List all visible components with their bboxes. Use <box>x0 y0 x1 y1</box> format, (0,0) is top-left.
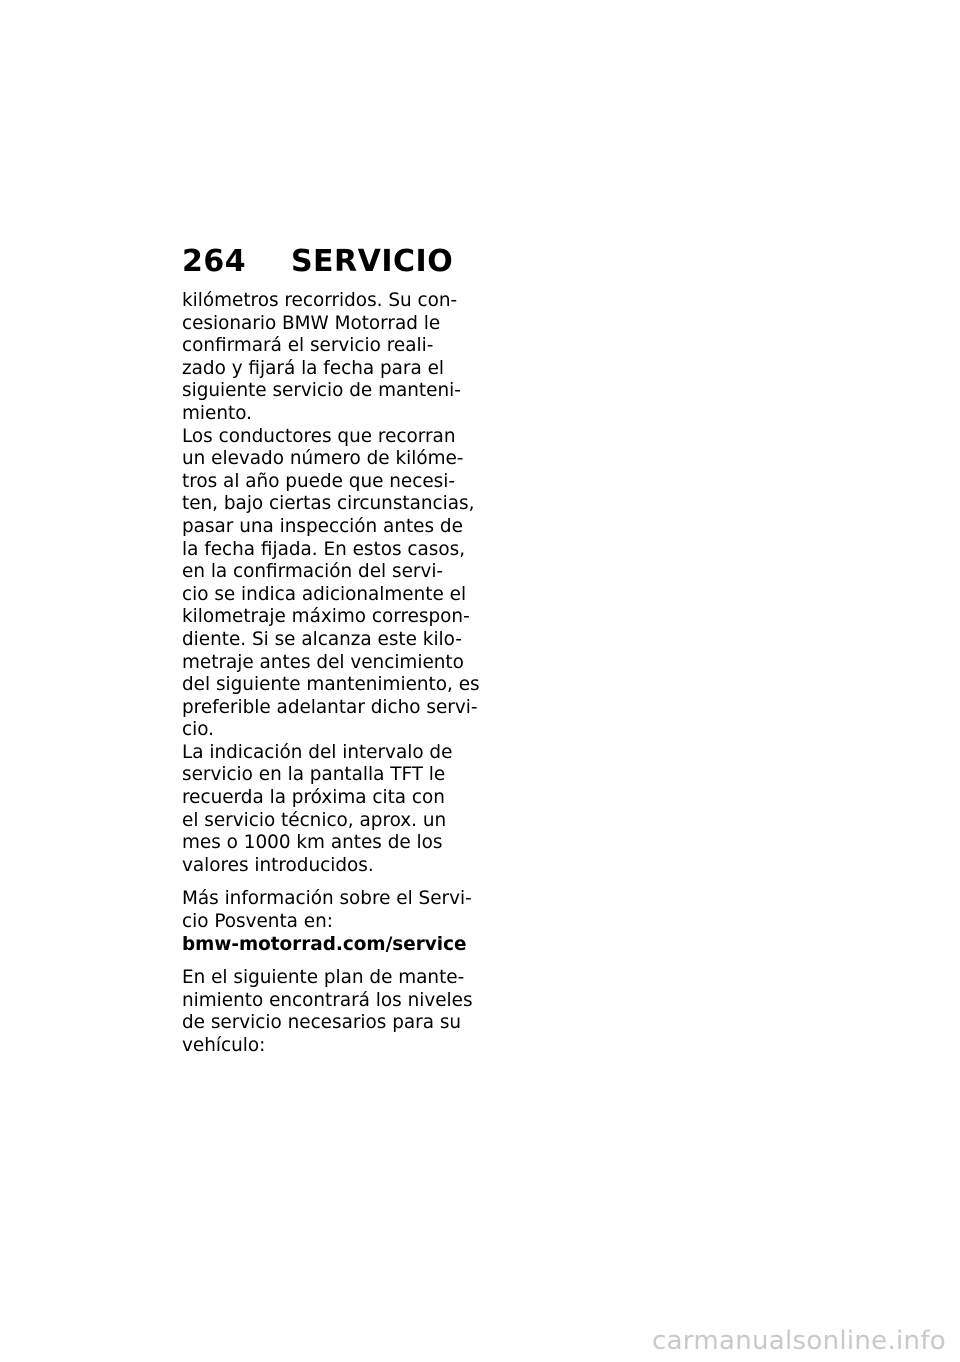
service-link[interactable]: bmw-motorrad.com/service <box>182 933 467 955</box>
paragraph-service-interval <box>182 742 457 878</box>
text-line: recuerda la próxima cita con <box>182 787 445 809</box>
text-line: la fecha fijada. En estos casos, <box>182 538 466 560</box>
paragraph-continuation <box>182 290 461 426</box>
section-title: SERVICIO <box>290 244 454 279</box>
paragraph-gap <box>182 877 457 888</box>
body-text <box>182 290 480 1058</box>
paragraph-gap <box>182 956 457 967</box>
text-line: zado y fijará la fecha para el <box>182 357 445 379</box>
text-line: cio Posventa en: <box>182 911 333 933</box>
text-line: La indicación del intervalo de <box>182 741 453 763</box>
text-line: un elevado número de kilóme- <box>182 448 464 470</box>
text-line: siguiente servicio de manteni- <box>182 380 461 402</box>
paragraph-more-info <box>182 888 472 956</box>
text-line: diente. Si se alcanza este kilo- <box>182 628 462 650</box>
text-line: cio. <box>182 719 214 741</box>
text-line: en la confirmación del servi- <box>182 561 444 583</box>
text-line: nimiento encontrará los niveles <box>182 989 473 1011</box>
text-line: pasar una inspección antes de <box>182 515 463 537</box>
text-line: En el siguiente plan de mante- <box>182 967 465 989</box>
text-line: miento. <box>182 402 252 424</box>
text-line: metraje antes del vencimiento <box>182 651 464 673</box>
page-number: 264 <box>182 244 247 279</box>
text-line: confirmará el servicio reali- <box>182 335 434 357</box>
text-line: tros al año puede que necesi- <box>182 470 455 492</box>
watermark: carmanualsonline.info <box>651 1326 946 1356</box>
text-line: kilometraje máximo correspon- <box>182 606 470 628</box>
text-line: preferible adelantar dicho servi- <box>182 696 478 718</box>
text-line: mes o 1000 km antes de los <box>182 832 443 854</box>
text-line: del siguiente mantenimiento, es <box>182 674 480 696</box>
page-header <box>182 242 482 282</box>
text-line: cesionario BMW Motorrad le <box>182 312 441 334</box>
text-line: Los conductores que recorran <box>182 425 456 447</box>
paragraph-high-mileage <box>182 425 480 742</box>
text-line: cio se indica adicionalmente el <box>182 583 467 605</box>
text-line: el servicio técnico, aprox. un <box>182 809 447 831</box>
text-line: vehículo: <box>182 1035 266 1056</box>
text-line: ten, bajo ciertas circunstancias, <box>182 493 475 515</box>
text-line: Más información sobre el Servi- <box>182 888 472 910</box>
text-line: servicio en la pantalla TFT le <box>182 764 446 786</box>
text-line: kilómetros recorridos. Su con- <box>182 290 458 311</box>
text-line: de servicio necesarios para su <box>182 1012 462 1034</box>
text-line: valores introducidos. <box>182 854 374 876</box>
paragraph-maintenance-plan <box>182 967 473 1057</box>
